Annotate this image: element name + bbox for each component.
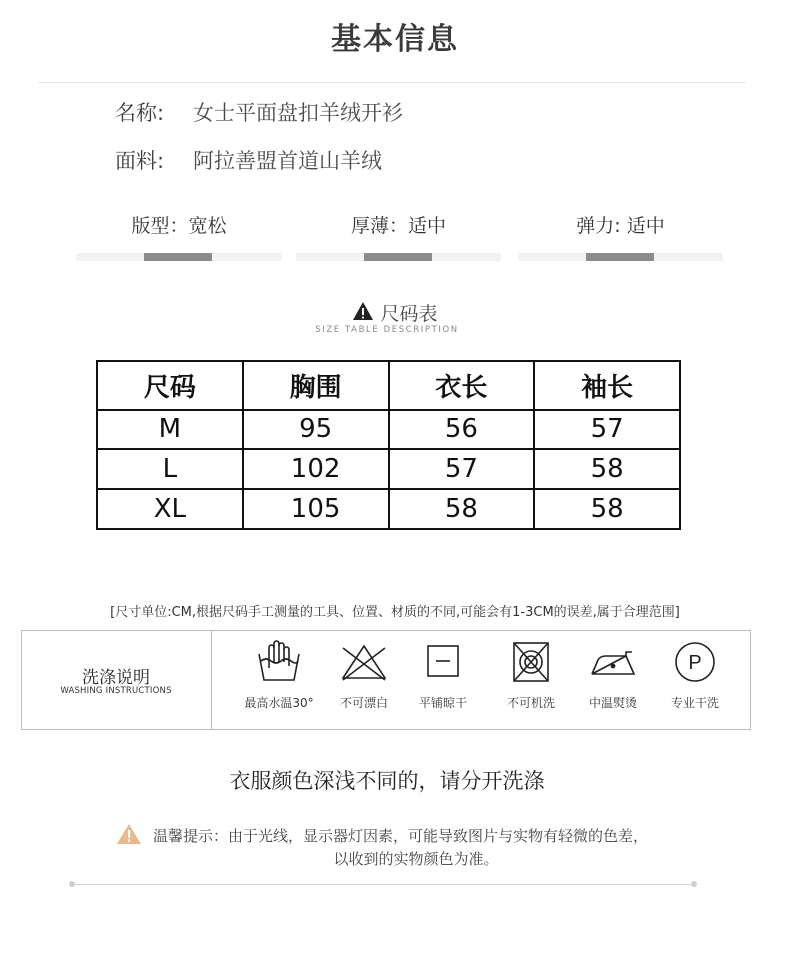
info-row-name (115, 97, 403, 127)
no-machine-wash-icon (488, 640, 574, 684)
size-table-subtitle: SIZE TABLE DESCRIPTION (315, 325, 459, 335)
attr-thickness-indicator (364, 253, 432, 261)
caution-icon (116, 823, 142, 849)
size-table-title: 尺码表 (380, 303, 438, 325)
no-bleach-icon (321, 640, 407, 684)
table-header-cell: 胸围 (243, 361, 389, 410)
table-header-row (97, 361, 680, 410)
info-label: 面料: (115, 149, 165, 173)
professional-dry-clean-icon (652, 640, 738, 684)
info-row-fabric (115, 145, 382, 175)
table-cell: 58 (534, 449, 680, 489)
table-header-cell: 袖长 (534, 361, 680, 410)
wash-item-label: 最高水温30° (244, 696, 314, 710)
table-cell: L (97, 449, 243, 489)
divider-dot (69, 881, 75, 887)
table-cell: 58 (389, 489, 535, 529)
table-row (97, 449, 680, 489)
washing-divider (211, 630, 212, 729)
iron-medium-icon (570, 640, 656, 684)
table-row (97, 489, 680, 529)
table-cell: M (97, 410, 243, 450)
divider-dot (691, 881, 697, 887)
page-title: 基本信息 (331, 22, 459, 57)
attr-fit-bar (76, 253, 282, 261)
hand-wash-30-icon (236, 640, 322, 684)
bottom-divider (72, 884, 694, 885)
washing-title: 洗涤说明 (82, 668, 150, 688)
attr-thickness-label: 厚薄：适中 (350, 215, 446, 237)
wash-item-label: 专业干洗 (670, 696, 719, 710)
table-cell: 57 (389, 449, 535, 489)
title-divider (38, 82, 746, 83)
washing-subtitle: WASHING INSTRUCTIONS (60, 686, 172, 696)
wash-item-label: 不可机洗 (506, 696, 555, 710)
size-table (96, 360, 681, 530)
attr-thickness-bar (296, 253, 501, 261)
wash-item-label: 中温熨烫 (588, 696, 637, 710)
tip-text-line1: 温馨提示：由于光线，显示器灯因素，可能导致图片与实物有轻微的色差， (153, 827, 649, 845)
table-header-cell: 尺码 (97, 361, 243, 410)
wash-item-hand-wash (236, 640, 322, 711)
size-table-heading (0, 299, 790, 326)
table-cell: 56 (389, 410, 535, 450)
table-cell: 57 (534, 410, 680, 450)
table-cell: 58 (534, 489, 680, 529)
table-row (97, 410, 680, 450)
attr-elasticity-label: 弹力: 适中 (576, 215, 665, 237)
table-cell: XL (97, 489, 243, 529)
table-cell: 102 (243, 449, 389, 489)
table-cell: 95 (243, 410, 389, 450)
table-header-cell: 衣长 (389, 361, 535, 410)
table-cell: 105 (243, 489, 389, 529)
wash-item-dry-clean (652, 640, 738, 711)
size-unit-note: [尺寸单位:CM,根据尺码手工测量的工具、位置、材质的不同,可能会有1-3CM的误差,属于合理范围] (110, 605, 680, 620)
wash-item-label: 平铺晾干 (418, 696, 467, 710)
attr-fit-label: 版型：宽松 (131, 215, 227, 237)
wash-item-dry-flat (400, 640, 486, 711)
warning-icon (352, 301, 374, 325)
info-value: 阿拉善盟首道山羊绒 (193, 149, 382, 173)
wash-item-label: 不可漂白 (339, 696, 388, 710)
color-wash-note: 衣服颜色深浅不同的，请分开洗涤 (229, 769, 545, 793)
wash-item-no-machine-wash (488, 640, 574, 711)
attr-elasticity-bar (518, 253, 723, 261)
wash-item-no-bleach (321, 640, 407, 711)
attr-elasticity-indicator (586, 253, 654, 261)
wash-item-iron (570, 640, 656, 711)
tip-text-line2: 以收到的实物颜色为准。 (333, 850, 499, 868)
info-label: 名称: (115, 101, 165, 125)
dry-clean-glyph: P (688, 652, 702, 674)
dry-flat-icon (400, 640, 486, 684)
attr-fit-indicator (144, 253, 212, 261)
info-value: 女士平面盘扣羊绒开衫 (193, 101, 403, 125)
